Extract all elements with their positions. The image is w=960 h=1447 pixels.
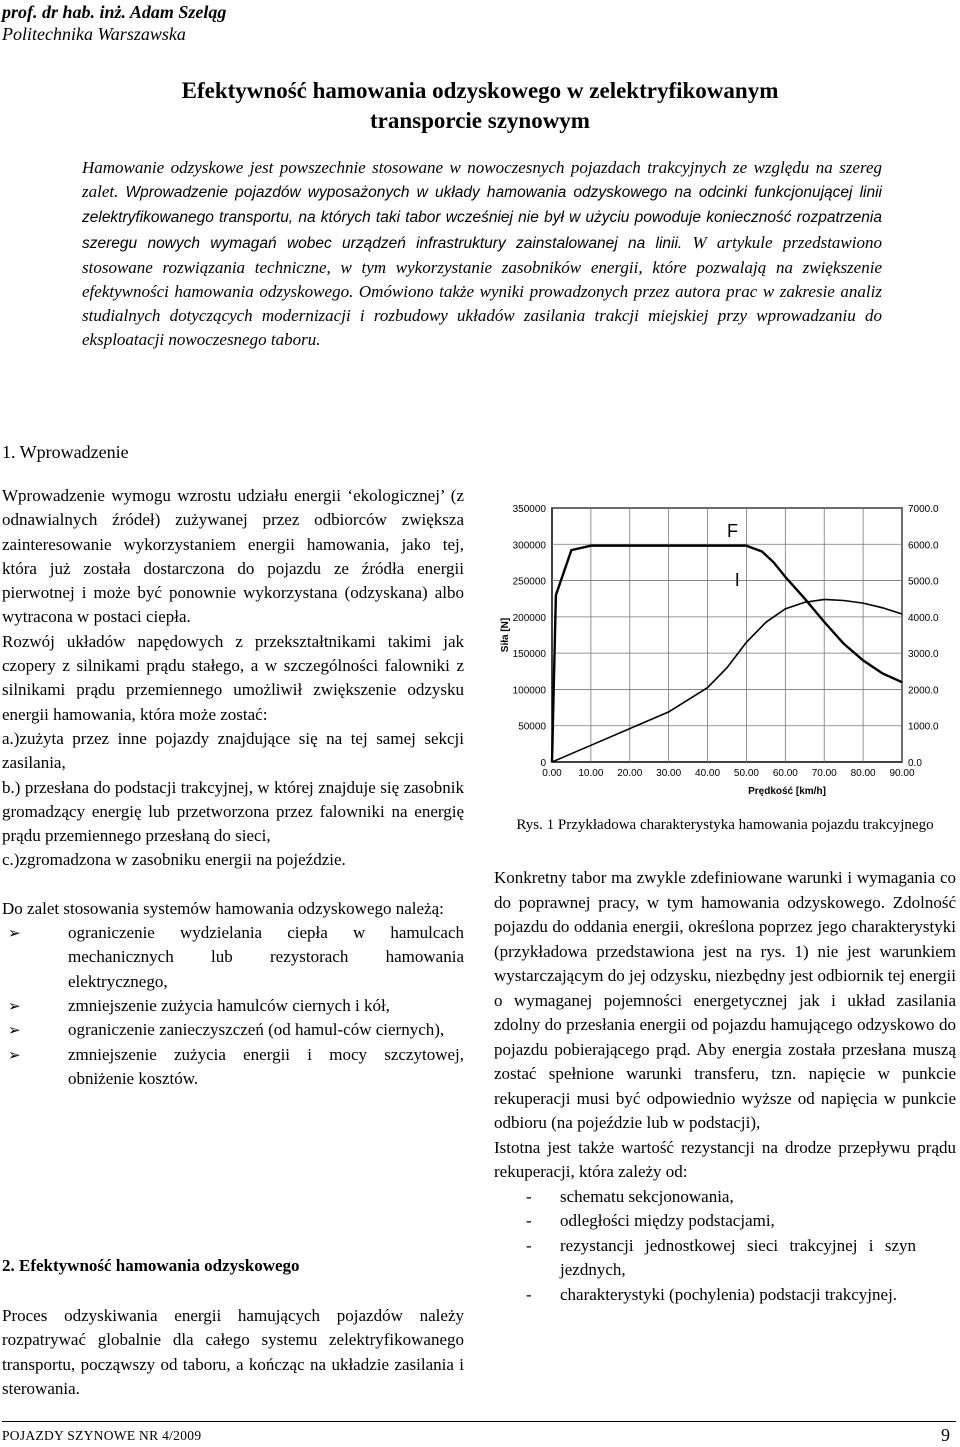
section2-paragraph1: Proces odzyskiwania energii hamujących pojazdów należy rozpatrywać globalnie dla całego systemu zelektryfikowanego transportu, począwszy od taboru, a kończąc na układzie zasilania i sterowania. [2,1306,464,1398]
x-tick-label: 40.00 [695,768,721,779]
y2-tick-label: 6000.0 [908,540,939,552]
y-tick-label: 100000 [512,685,546,697]
list-item: ➢ ograniczenie wydzielania ciepła w hamulcach mechanicznych lub rezystorach hamowania elektrycznego, [8,923,464,991]
x-axis-label: Prędkość [km/h] [748,786,826,797]
section2-heading: 2. Efektywność hamowania odzyskowego [2,1256,300,1275]
advantages-list [2,921,464,1091]
series-line-I [552,599,902,762]
y2-tick-label: 7000.0 [908,504,939,515]
y2-tick-label: 1000.0 [908,721,939,733]
y-tick-label: 0 [540,758,546,769]
y-tick-label: 250000 [512,576,546,588]
series-line-F [552,546,902,762]
footer-rule [2,1421,956,1422]
x-tick-label: 90.00 [889,768,915,779]
figure-caption: Rys. 1 Przykładowa charakterystyka hamowania pojazdu trakcyjnego [516,817,934,833]
list-item: - charakterystyki (pochylenia) podstacji trakcyjnej. [526,1284,898,1304]
x-tick-label: 30.00 [656,768,682,779]
list-item: ➢ ograniczenie zanieczyszczeń (od hamul-ców ciernych), [2,1018,464,1042]
x-tick-label: 70.00 [811,768,837,779]
y-tick-label: 50000 [518,721,546,733]
section1-paragraph1: Wprowadzenie wymogu wzrostu udziału energii ‘ekologicznej’ (z odnawialnych źródeł) zużywanej przez odbiorców zwiększa zainteresowanie wykorzystaniem energii hamowania, jako tej, która już została dostarczona do pojazdu ze źródła energii pierwotnej i może być ponownie wykorzystana (odzyskana) albo wytracona w postaci ciepła. [2,486,464,627]
series-label-F: F [727,521,738,542]
series-label-I: I [734,570,740,591]
paper-title-line2: transporcie szynowym [370,108,590,133]
abstract-part1: Hamowanie odzyskowe jest powszechnie stosowane w nowoczesnych pojazdach trakcyjnych ze względu na szereg zalet. [82,158,882,202]
list-item: ➢ zmniejszenie zużycia energii i mocy szczytowej, obniżenie kosztów. [8,1044,464,1088]
abstract-part3: W artykule przedstawiono stosowane rozwiązania techniczne, w tym wykorzystanie zasobników energii, które pozwalają na zwiększenie efektywności hamowania odzyskowego. Omówiono także wyniki prowadzonych przez autora prac w zakresie analiz studialnych dotyczących modernizacji i rozbudowy układów zasilania trakcji miejskiej przy wprowadzaniu do eksploatacji nowoczesnego taboru. [82,232,882,350]
arrow-bullet-icon: ➢ [8,924,21,943]
x-tick-label: 50.00 [733,768,759,779]
y2-tick-label: 4000.0 [908,612,939,624]
braking-characteristic-chart [494,494,956,810]
abstract [82,156,882,353]
journal-name: POJAZDY SZYNOWE NR 4/2009 [2,1428,202,1443]
y2-tick-label: 0.0 [908,758,922,769]
right-paragraph2: Istotna jest także wartość rezystancji na drodze przepływu prądu rekuperacji, która zależy od: [494,1137,956,1181]
y2-tick-label: 5000.0 [908,576,939,588]
advantages-intro: Do zalet stosowania systemów hamowania odzyskowego należą: [2,898,444,918]
section1-paragraph2: Rozwój układów napędowych z przekształtnikami takimi jak czopery z silnikami prądu stałego, a w szczególności falowniki z silnikami prądu przemiennego umożliwił zwiększenie odzysku energii hamowania, która może zostać: [2,631,464,724]
list-item: ➢ zmniejszenie zużycia hamulców ciernych i kół, [2,994,464,1018]
x-tick-label: 10.00 [578,768,604,779]
y2-tick-label: 2000.0 [908,685,939,697]
section2-body [2,1304,464,1401]
right-column [494,866,956,1307]
x-tick-label: 80.00 [850,768,876,779]
y-axis-label: Siła [N] [500,617,511,653]
y-tick-label: 300000 [512,540,546,552]
list-item: - odległości między podstacjami, [526,1211,775,1230]
author-name: prof. dr hab. inż. Adam Szeląg [2,2,227,22]
right-paragraph1: Konkretny tabor ma zwykle zdefiniowane warunki i wymagania co do poprawnej pracy, w tym hamowania odzyskowego. Zdolność pojazdu do oddania energii, określona poprzez jego charakterystyki (przykładowa przedstawiona jest na rys. 1) nie jest warunkiem wystarczającym do jej odzysku, niezbędny jest odbiornik tej energii o wymaganej pojemności energetycznej jak i układ zasilania zdolny do przesłania energii od pojazdu hamującego odzyskowo do pojazdu pobierającego prąd. Aby energia została przesłana muszą zostać spełnione warunki transferu, tzn. napięcie w punkcie rekuperacji musi być odpowiednio wyższe od napięcia w punkcie odbioru (na pojeździe lub w podstacji), [494,868,956,1132]
page-number: 9 [941,1425,950,1445]
x-tick-label: 0.00 [542,768,562,779]
option-a: a.)zużyta przez inne pojazdy znajdujące się na tej samej sekcji zasilania, [2,728,464,773]
resistance-factors-list [494,1185,956,1308]
abstract-part2: Wprowadzenie pojazdów wyposażonych w układy hamowania odzyskowego na odcinki funkcjonującej linii zelektryfikowanego transportu, na których taki tabor wcześniej nie był w użyciu powoduje konieczność rozpatrzenia szeregu nowych wymagań wobec urządzeń infrastruktury zainstalowanej na linii. [82,184,883,252]
x-tick-label: 20.00 [617,768,643,779]
y-tick-label: 350000 [512,504,546,515]
author-affiliation: Politechnika Warszawska [2,24,186,44]
arrow-bullet-icon: ➢ [8,1045,21,1064]
x-tick-label: 60.00 [772,768,798,779]
section1-heading: 1. Wprowadzenie [2,442,129,462]
arrow-bullet-icon: ➢ [8,1021,21,1040]
paper-title [60,76,900,136]
y2-tick-label: 3000.0 [908,649,939,661]
left-column [2,484,464,1091]
arrow-bullet-icon: ➢ [8,996,21,1015]
list-item: - rezystancji jednostkowej sieci trakcyjnej i szyn jezdnych, [526,1235,916,1279]
y-tick-label: 150000 [512,649,546,661]
list-item: - schematu sekcjonowania, [526,1186,734,1206]
option-c: c.)zgromadzona w zasobniku energii na pojeździe. [2,850,346,870]
option-b: b.) przesłana do podstacji trakcyjnej, w której znajduje się zasobnik gromadzący energię lub przetworzona przez falowniki na energię prądu przemiennego przesłaną do sieci, [2,777,464,846]
paper-title-line1: Efektywność hamowania odzyskowego w zelektryfikowanym [181,78,779,103]
y-tick-label: 200000 [512,612,546,624]
